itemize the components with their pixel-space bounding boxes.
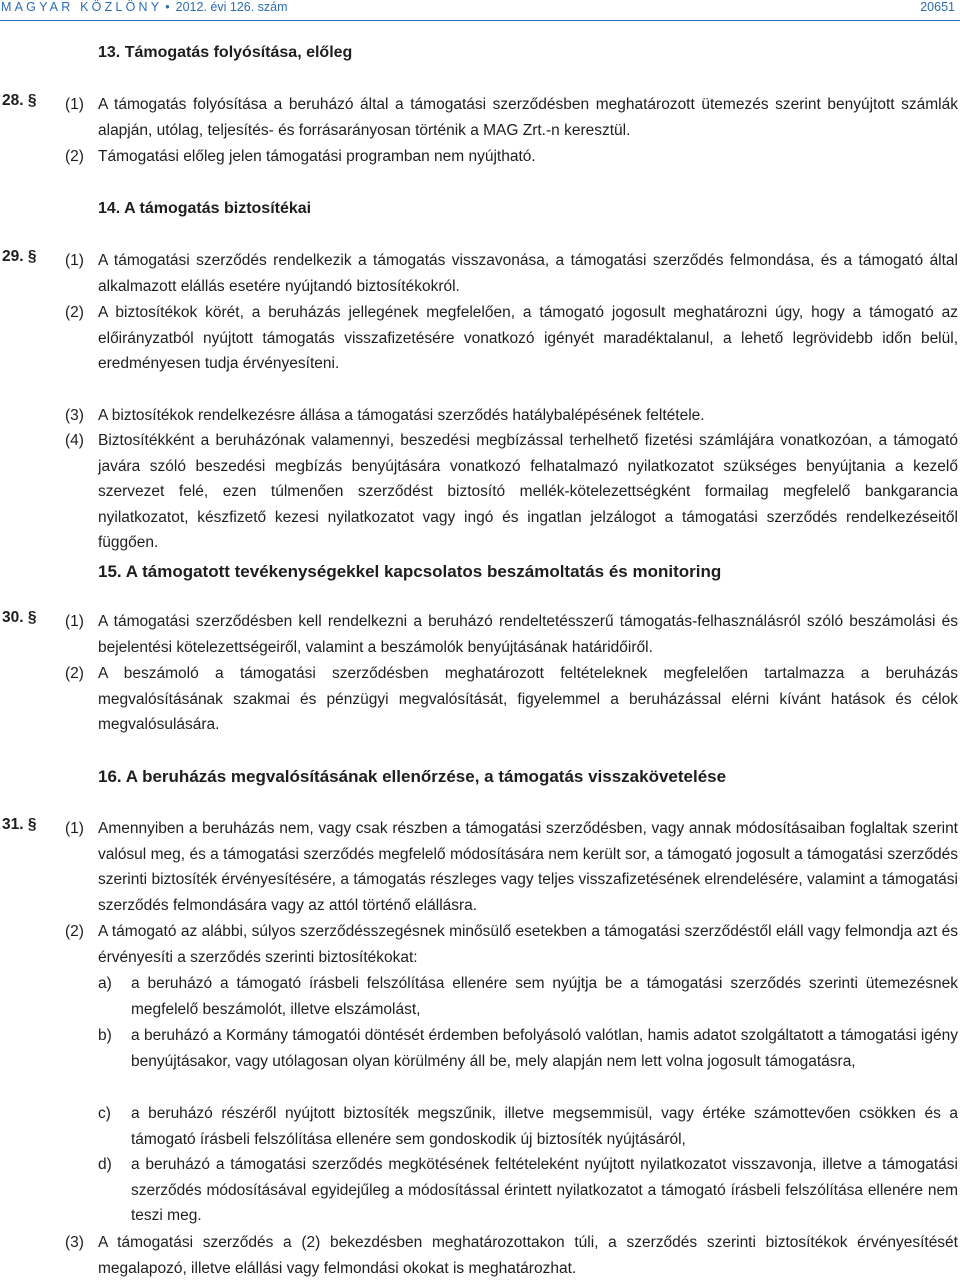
paragraph-text: Amennyiben a beruházás nem, vagy csak részben a támogatási szerződésben, vagy annak módosításaiban foglaltak szerint valósul meg, és a támogatási szerződés megfelelő módosítására nem került sor, a támogató jogosult a támogatási szerződés szerinti biztosíték érvényesítésére, a támogatás részleges vagy teljes visszafizetésének elrendelésére, valamint a támogatási szerződés felmondására vagy az attól történő elállásra. [98, 820, 958, 914]
paragraph-number: (3) [65, 1234, 84, 1251]
point-text: a beruházó részéről nyújtott biztosíték megszűnik, illetve megsemmisül, vagy értéke számottevően csökken és a támogató írásbeli felszólítása ellenére sem gondoskodik új biztosíték nyújtásáról, [131, 1105, 958, 1148]
bullet-separator: • [165, 0, 170, 14]
header-rule [0, 20, 960, 21]
article-31-point-d [98, 1152, 958, 1229]
page-header [0, 0, 960, 14]
paragraph-number: (1) [65, 820, 84, 837]
section-heading-14: 14. A támogatás biztosítékai [98, 200, 312, 217]
article-number-30: 30. § [2, 609, 37, 626]
point-text: a beruházó a Kormány támogatói döntését érdemben befolyásoló valótlan, hamis adatot szolgáltatott a támogatási igény benyújtásakor, vagy utólagosan olyan körülmény áll be, mely alapján nem lett volna jogosult támogatásra, [131, 1027, 958, 1070]
paragraph-text: A támogató az alábbi, súlyos szerződésszegésnek minősülő esetekben a támogatási szerződéstől eláll vagy felmondja azt és érvényesíti a szerződés szerinti biztosítékokat: [98, 923, 958, 966]
journal-title: MAGYAR KÖZLÖNY [1, 0, 163, 14]
paragraph-number: (2) [65, 304, 84, 321]
paragraph-text: Támogatási előleg jelen támogatási programban nem nyújtható. [98, 148, 536, 165]
section-heading-13: 13. Támogatás folyósítása, előleg [98, 44, 353, 61]
point-text: a beruházó a támogató írásbeli felszólítása ellenére sem nyújtja be a támogatási szerződés szerinti ütemezésnek megfelelő beszámolót, illetve elszámolást, [131, 975, 958, 1018]
article-30-paragraph-2 [65, 661, 958, 738]
point-text: a beruházó a támogatási szerződés megkötésének feltételeként nyújtott nyilatkozatot visszavonja, illetve a támogatási szerződés módosításával egyidejűleg a módosítással érintett nyilatkozatot a támogató írásbeli felszólítása ellenére nem teszi meg. [131, 1156, 958, 1225]
page-number: 20651 [920, 0, 955, 14]
paragraph-number: (1) [65, 613, 84, 630]
article-31-point-a [98, 971, 958, 1022]
header-left [1, 0, 288, 14]
article-number-28: 28. § [2, 92, 37, 109]
article-31-point-c [98, 1101, 958, 1152]
paragraph-text: Biztosítékként a beruházónak valamennyi, beszedési megbízással terhelhető fizetési számlájára vonatkozóan, a támogató javára szóló beszedési megbízás benyújtására vonatkozó felhatalmazó nyilatkozatot szükséges benyújtania a kezelő szervezet felé, ezen túlmenően szerződést biztosító mellék-kötelezettségként formailag megfelelő bankgarancia nyilatkozatot, készfizető kezesi nyilatkozatot vagy ingó és ingatlan jelzálogot a támogatási szerződés rendelkezéseitől függően. [98, 432, 958, 552]
paragraph-number: (2) [65, 923, 84, 940]
article-30-paragraph-1 [65, 609, 958, 660]
article-29-paragraph-3 [65, 403, 958, 429]
article-29-paragraph-4 [65, 428, 958, 556]
paragraph-number: (2) [65, 665, 84, 682]
article-31-paragraph-2 [65, 919, 958, 970]
article-29-paragraph-1 [65, 248, 958, 299]
point-label: c) [98, 1105, 111, 1122]
paragraph-number: (4) [65, 432, 84, 449]
point-label: d) [98, 1156, 112, 1173]
article-29-paragraph-2 [65, 300, 958, 377]
paragraph-text: A biztosítékok rendelkezésre állása a támogatási szerződés hatálybalépésének feltétele. [98, 407, 705, 424]
issue-info: 2012. évi 126. szám [175, 0, 288, 14]
article-31-paragraph-1 [65, 816, 958, 918]
article-28-paragraph-2 [65, 144, 958, 170]
article-number-31: 31. § [2, 816, 37, 833]
point-label: b) [98, 1027, 112, 1044]
paragraph-number: (1) [65, 96, 84, 113]
paragraph-text: A beszámoló a támogatási szerződésben meghatározott feltételeknek megfelelően tartalmazza a beruházás megvalósításának szakmai és pénzügyi megvalósítását, figyelemmel a beruházással elérni kívánt hatások és célok megvalósulására. [98, 665, 958, 734]
paragraph-text: A biztosítékok körét, a beruházás jellegének megfelelően, a támogató jogosult meghatározni úgy, hogy a támogató az előirányzatból nyújtott támogatás visszafizetésére vonatkozó igényét maradéktalanul, a lehető legrövidebb időn belül, eredményesen tudja érvényesíteni. [98, 304, 958, 373]
point-label: a) [98, 975, 112, 992]
article-28-paragraph-1 [65, 92, 958, 143]
article-31-paragraph-3 [65, 1230, 958, 1281]
article-number-29: 29. § [2, 248, 37, 265]
paragraph-text: A támogatási szerződés rendelkezik a támogatás visszavonása, a támogatási szerződés felmondása, és a támogató által alkalmazott elállás esetére nyújtandó biztosítékokról. [98, 252, 958, 295]
paragraph-number: (2) [65, 148, 84, 165]
article-31-point-b [98, 1023, 958, 1074]
paragraph-number: (1) [65, 252, 84, 269]
paragraph-number: (3) [65, 407, 84, 424]
section-heading-16: 16. A beruházás megvalósításának ellenőrzése, a támogatás visszakövetelése [98, 767, 727, 786]
paragraph-text: A támogatási szerződésben kell rendelkezni a beruházó rendeltetésszerű támogatás-felhasználásról szóló beszámolási és bejelentési kötelezettségeiről, valamint a beszámolók benyújtásának határidőiről. [98, 613, 958, 656]
paragraph-text: A támogatási szerződés a (2) bekezdésben meghatározottakon túli, a szerződés szerinti biztosítékok érvényesítését megalapozó, illetve elállási vagy felmondási okokat is meghatározhat. [98, 1234, 958, 1277]
section-heading-15: 15. A támogatott tevékenységekkel kapcsolatos beszámoltatás és monitoring [98, 562, 722, 581]
paragraph-text: A támogatás folyósítása a beruházó által a támogatási szerződésben meghatározott ütemezés szerint benyújtott számlák alapján, utólag, teljesítés- és forrásarányosan történik a MAG Zrt.-n keresztül. [98, 96, 958, 139]
